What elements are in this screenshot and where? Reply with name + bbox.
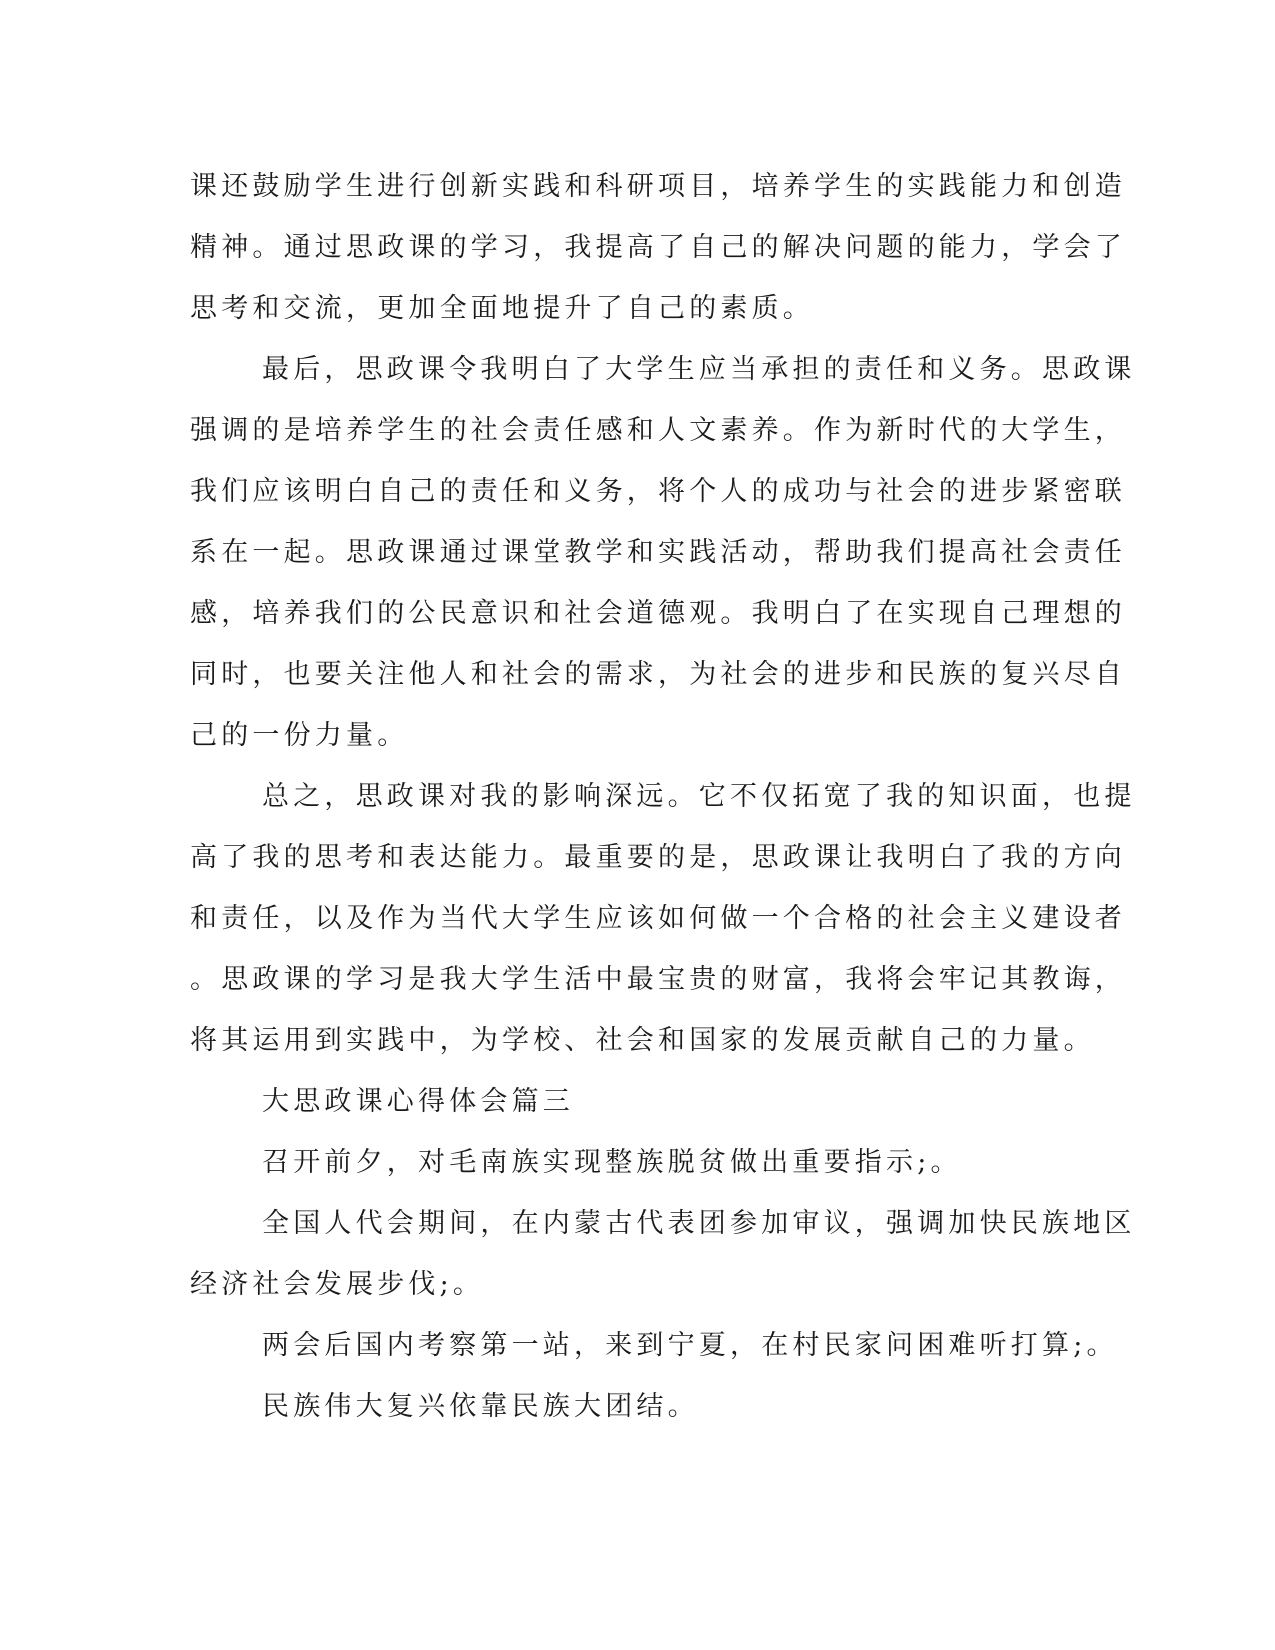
text-line: 精神。通过思政课的学习，我提高了自己的解决问题的能力，学会了 <box>190 232 1126 263</box>
section-heading: 大思政课心得体会篇三 <box>262 1086 574 1117</box>
paragraph-2 <box>190 339 1136 766</box>
paragraph-7 <box>190 1376 1090 1437</box>
text-line: 思考和交流，更加全面地提升了自己的素质。 <box>190 293 814 324</box>
paragraph-4 <box>190 1132 1090 1193</box>
text-line: 我们应该明白自己的责任和义务，将个人的成功与社会的进步紧密联 <box>190 476 1126 507</box>
text-line: 总之，思政课对我的影响深远。它不仅拓宽了我的知识面，也提 <box>262 781 1136 812</box>
text-line: 全国人代会期间，在内蒙古代表团参加审议，强调加快民族地区 <box>262 1208 1136 1239</box>
paragraph-3 <box>190 766 1136 1071</box>
text-line: 最后，思政课令我明白了大学生应当承担的责任和义务。思政课 <box>262 354 1136 385</box>
text-line: 。思政课的学习是我大学生活中最宝贵的财富，我将会牢记其教诲， <box>190 964 1126 995</box>
document-body <box>190 156 1136 1437</box>
text-line: 课还鼓励学生进行创新实践和科研项目，培养学生的实践能力和创造 <box>190 171 1126 202</box>
text-line: 同时，也要关注他人和社会的需求，为社会的进步和民族的复兴尽自 <box>190 659 1126 690</box>
text-line: 两会后国内考察第一站，来到宁夏，在村民家问困难听打算;。 <box>262 1330 1118 1361</box>
text-line: 高了我的思考和表达能力。最重要的是，思政课让我明白了我的方向 <box>190 842 1126 873</box>
text-line: 将其运用到实践中，为学校、社会和国家的发展贡献自己的力量。 <box>190 1025 1095 1056</box>
text-line: 感，培养我们的公民意识和社会道德观。我明白了在实现自己理想的 <box>190 598 1126 629</box>
text-line: 系在一起。思政课通过课堂教学和实践活动，帮助我们提高社会责任 <box>190 537 1126 568</box>
text-line: 召开前夕，对毛南族实现整族脱贫做出重要指示;。 <box>262 1147 962 1178</box>
text-line: 己的一份力量。 <box>190 720 409 751</box>
text-line: 和责任，以及作为当代大学生应该如何做一个合格的社会主义建设者 <box>190 903 1126 934</box>
text-line: 民族伟大复兴依靠民族大团结。 <box>262 1391 699 1422</box>
paragraph-1 <box>190 156 1126 339</box>
paragraph-6 <box>190 1315 1118 1376</box>
text-line: 强调的是培养学生的社会责任感和人文素养。作为新时代的大学生， <box>190 415 1126 446</box>
paragraph-5 <box>190 1193 1136 1315</box>
text-line: 经济社会发展步伐;。 <box>190 1269 485 1300</box>
